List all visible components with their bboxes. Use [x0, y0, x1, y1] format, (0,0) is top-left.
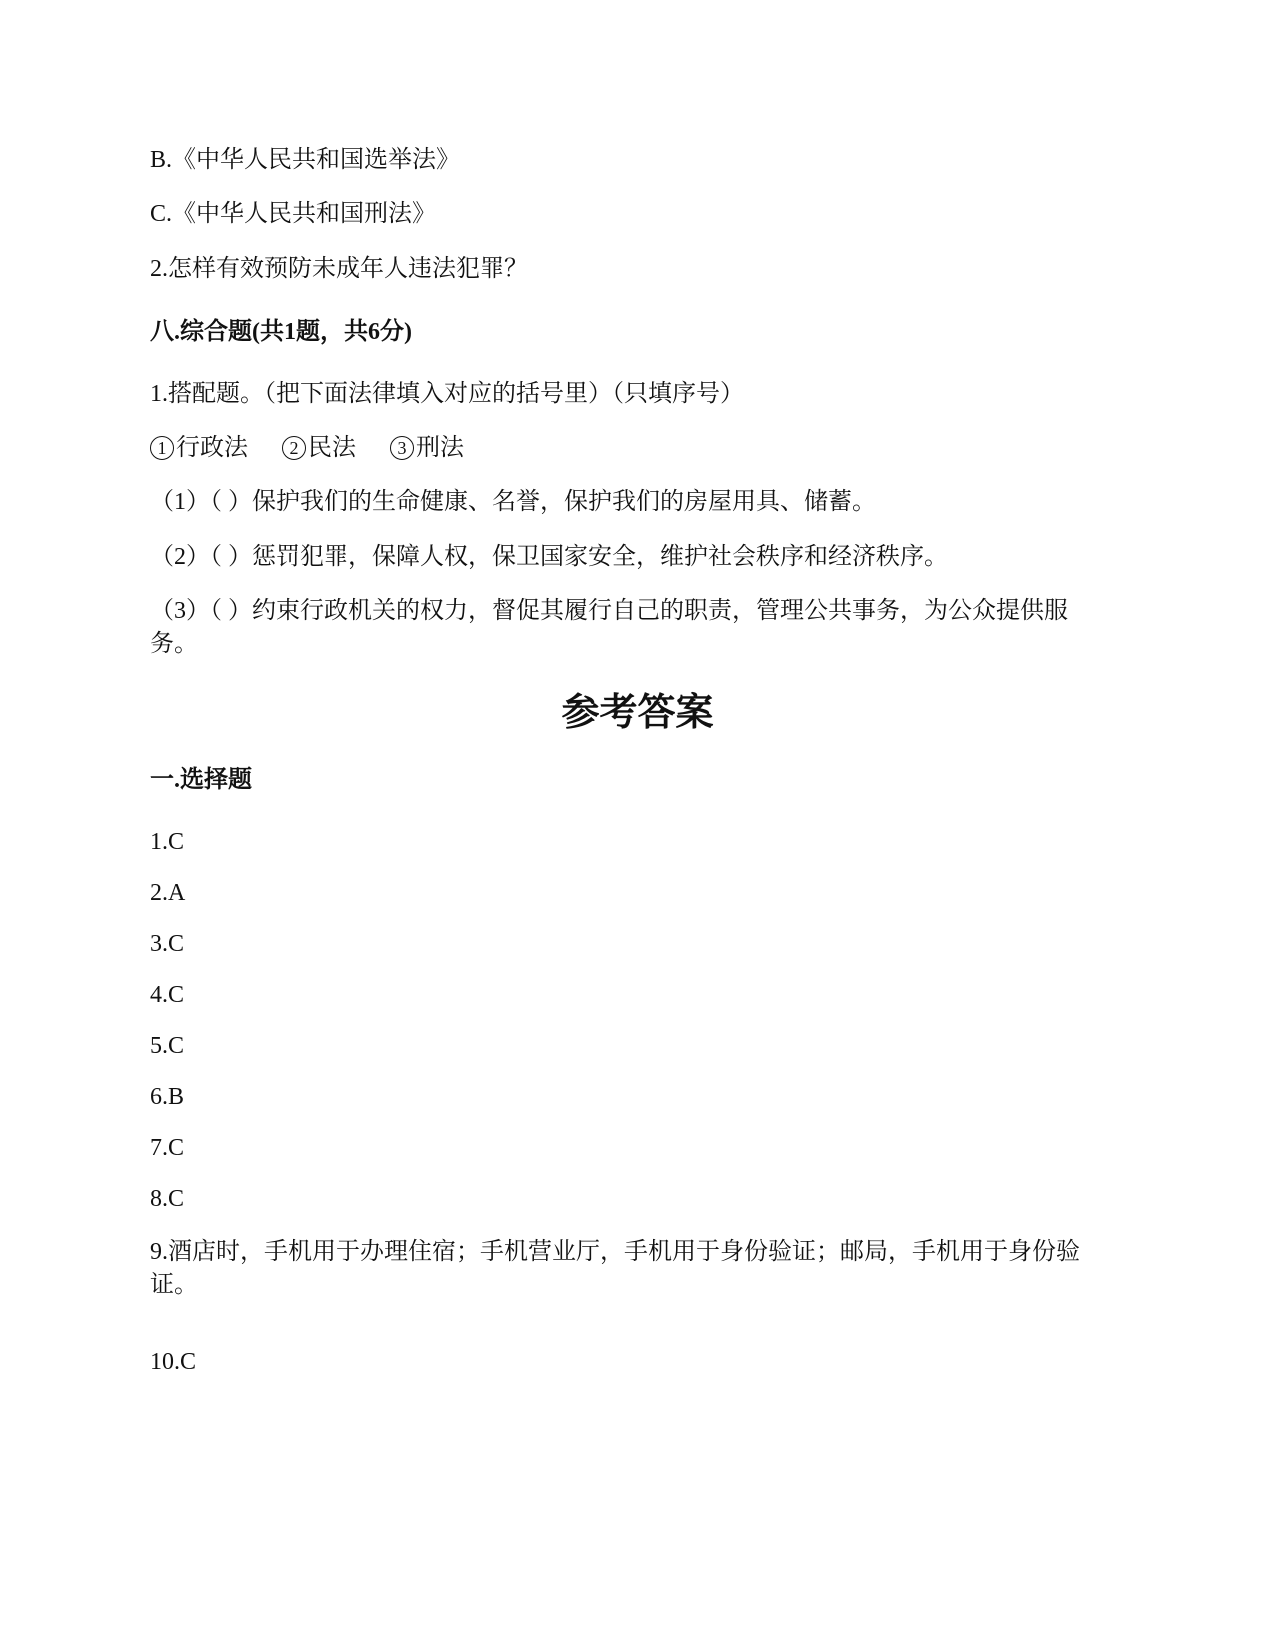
- answer-item: 6.B: [150, 1084, 185, 1110]
- answer-item: 2.A: [150, 880, 186, 906]
- answer-item: 8.C: [150, 1186, 185, 1212]
- answer-item: 1.C: [150, 829, 185, 855]
- choice-civil-law: [282, 432, 356, 465]
- answer-item: 5.C: [150, 1033, 185, 1059]
- answer-item: 7.C: [150, 1135, 185, 1161]
- choice-label: 民法: [308, 435, 356, 461]
- section-8-heading: 八.综合题(共1题，共6分): [150, 319, 412, 345]
- answers-section-1-heading: 一.选择题: [150, 767, 252, 793]
- matching-item-1: （1）（ ）保护我们的生命健康、名誉，保护我们的房屋用具、储蓄。: [150, 489, 876, 515]
- circled-number: 3: [390, 436, 414, 460]
- circled-number: 1: [150, 436, 174, 460]
- choice-label: 刑法: [416, 435, 464, 461]
- circled-number: 2: [282, 436, 306, 460]
- answer-9: 9.酒店时，手机用于办理住宿；手机营业厅，手机用于身份验证；邮局，手机用于身份验证。: [150, 1239, 1080, 1298]
- option-b: B.《中华人民共和国选举法》: [150, 147, 461, 173]
- choice-administrative-law: [150, 432, 248, 465]
- law-choices: [150, 432, 1110, 465]
- question-2: 2.怎样有效预防未成年人违法犯罪？: [150, 256, 528, 282]
- matching-item-2: （2）（ ）惩罚犯罪，保障人权，保卫国家安全，维护社会秩序和经济秩序。: [150, 544, 948, 570]
- choice-criminal-law: [390, 432, 464, 465]
- matching-question: 1.搭配题。（把下面法律填入对应的括号里）（只填序号）: [150, 381, 744, 407]
- answer-10: 10.C: [150, 1349, 197, 1375]
- option-c: C.《中华人民共和国刑法》: [150, 201, 437, 227]
- matching-item-3: （3）（ ）约束行政机关的权力，督促其履行自己的职责，管理公共事务，为公众提供服务。: [150, 598, 1068, 657]
- choice-label: 行政法: [176, 435, 248, 461]
- answer-item: 3.C: [150, 931, 185, 957]
- answers-title: 参考答案: [561, 692, 714, 734]
- answer-item: 4.C: [150, 982, 185, 1008]
